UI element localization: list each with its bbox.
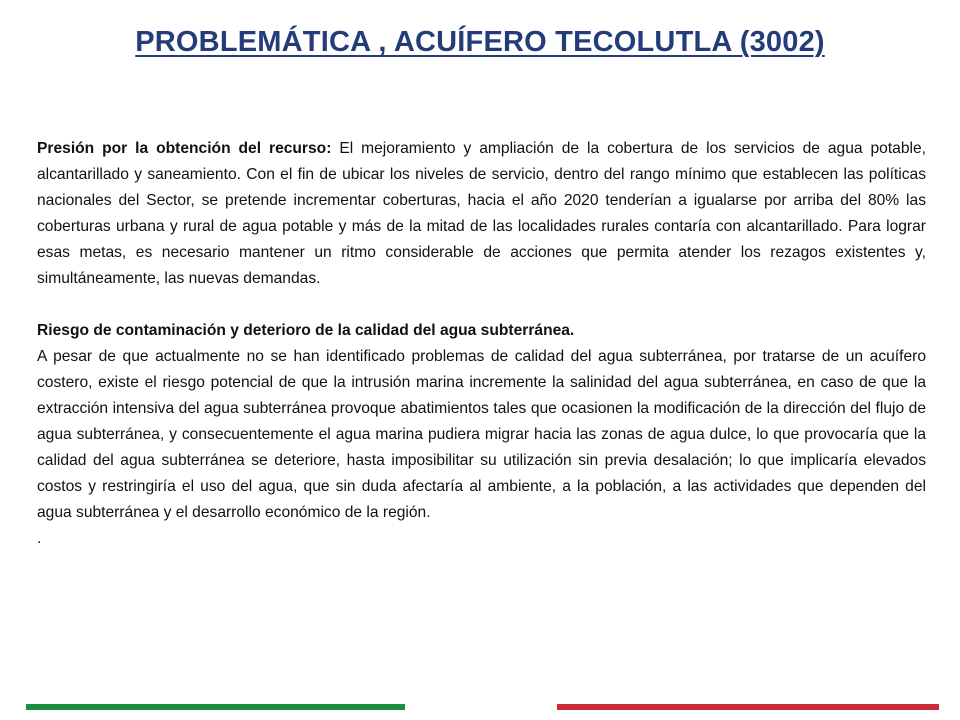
document-body <box>37 136 926 552</box>
paragraph-presion-heading: Presión por la obtención del recurso: <box>37 140 332 157</box>
footer-stripe-green <box>26 704 405 710</box>
section-riesgo-heading: Riesgo de contaminación y deterioro de la calidad del agua subterránea. <box>37 322 575 339</box>
paragraph-riesgo: A pesar de que actualmente no se han identificado problemas de calidad del agua subterránea, por tratarse de un acuífero costero, existe el riesgo potencial de que la intrusión marina incremente la salinidad del agua subterránea, en caso de que la extracción intensiva del agua subterránea provoque abatimientos tales que ocasionen la modificación de la dirección del flujo de agua subterránea, y consecuentemente el agua marina pudiera migrar hacia las zonas de agua dulce, lo que provocaría que la calidad del agua subterránea se deteriore, hasta imposibilitar su utilización sin previa desalación; lo que implicaría elevados costos y restringiría el uso del agua, que sin duda afectaría al ambiente, a la población, a las actividades que dependen del agua subterránea y el desarrollo económico de la región. <box>37 348 926 521</box>
trailing-period: . <box>37 530 42 547</box>
footer-stripe-red <box>557 704 939 710</box>
paragraph-presion <box>37 136 926 292</box>
page-title: PROBLEMÁTICA , ACUÍFERO TECOLUTLA (3002) <box>135 26 825 58</box>
paragraph-presion-text: El mejoramiento y ampliación de la cobertura de los servicios de agua potable, alcantarillado y saneamiento. Con el fin de ubicar los niveles de servicio, dentro del rango mínimo que establecen las políticas nacionales del Sector, se pretende incrementar coberturas, hacia el año 2020 tenderían a igualarse por arriba del 80% las coberturas urbana y rural de agua potable y más de la mitad de las localidades rurales contaría con alcantarillado. Para lograr esas metas, es necesario mantener un ritmo considerable de acciones que permita atender los rezagos existentes y, simultáneamente, las nuevas demandas. <box>37 140 926 287</box>
paragraph-spacer <box>37 292 926 318</box>
